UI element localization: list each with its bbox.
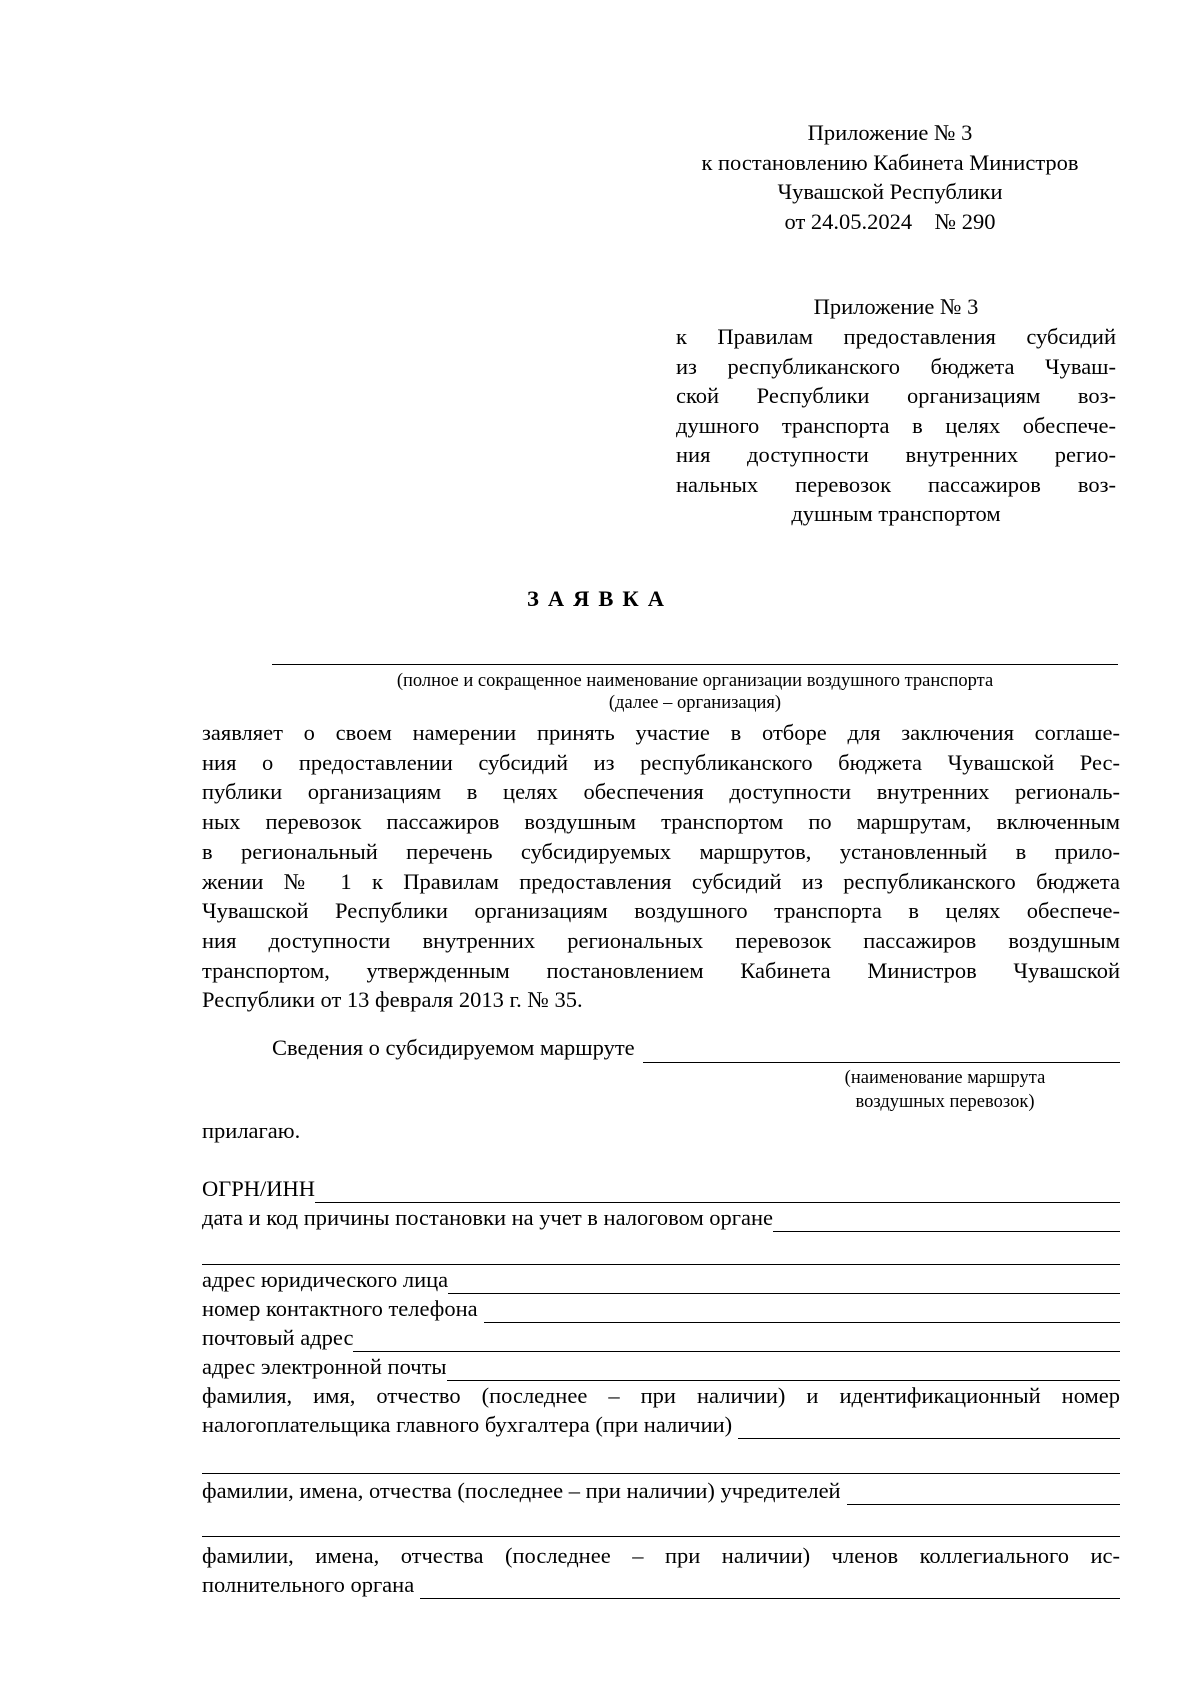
statement-line: Чувашской Республики организациям воздушного транспорта в целях обеспече- <box>202 898 1120 924</box>
organization-details-form <box>202 1174 1120 1599</box>
statement-line: публики организациям в целях обеспечения доступности внутренних региональ- <box>202 779 1120 805</box>
statement-line: заявляет о своем намерении принять участие в отборе для заключения соглаше- <box>202 720 1120 745</box>
statement-line: жении № 1 к Правилам предоставления субсидий из республиканского бюджета <box>202 868 1120 894</box>
founders-continuation-row <box>202 1505 1120 1537</box>
postal-address-label: почтовый адрес <box>202 1325 354 1350</box>
phone-blank[interactable] <box>484 1300 1120 1323</box>
document-title: ЗАЯВКА <box>527 586 673 611</box>
route-hint-line: воздушных перевозок) <box>855 1092 1035 1112</box>
chief-accountant-continuation-blank[interactable] <box>202 1451 1120 1474</box>
tax-registration-label: дата и код причины постановки на учет в налоговом органе <box>202 1205 774 1230</box>
route-name-hint <box>770 1066 1120 1114</box>
organization-name-blank[interactable] <box>272 664 1118 665</box>
ogrn-inn-row <box>202 1174 1120 1203</box>
statement-line: в региональный перечень субсидируемых маршрутов, установленный в прило- <box>202 838 1120 864</box>
postal-address-blank[interactable] <box>353 1329 1120 1352</box>
organization-hint-line: (далее – организация) <box>608 693 782 713</box>
organization-hint-line: (полное и сокращенное наименование организации воздушного транспорта <box>396 671 994 691</box>
chief-accountant-row <box>202 1381 1120 1410</box>
appendix-decree-line: Чувашской Республики <box>777 179 1003 204</box>
tax-registration-continuation-row <box>202 1232 1120 1265</box>
appendix-rules-line: душным транспортом <box>791 501 1001 526</box>
appendix-decree-line: к постановлению Кабинета Министров <box>701 149 1079 175</box>
board-members-label: фамилии, имена, отчества (последнее – при наличии) членов коллегиального ис- <box>202 1543 1120 1568</box>
statement-line: ных перевозок пассажиров воздушным транспортом по маршрутам, включенным <box>202 809 1120 835</box>
statement-line: Республики от 13 февраля 2013 г. № 35. <box>202 987 583 1013</box>
postal-address-row <box>202 1323 1120 1352</box>
attach-text: прилагаю. <box>202 1118 301 1143</box>
chief-accountant-row-2 <box>202 1410 1120 1439</box>
statement-line: транспортом, утвержденным постановлением Кабинета Министров Чувашской <box>202 957 1120 983</box>
appendix-rules-line: ния доступности внутренних регио- <box>676 442 1116 467</box>
email-row <box>202 1352 1120 1381</box>
tax-registration-continuation-blank[interactable] <box>202 1242 1120 1265</box>
appendix-rules-line: душного транспорта в целях обеспече- <box>676 412 1116 438</box>
email-blank[interactable] <box>447 1358 1120 1381</box>
founders-continuation-blank[interactable] <box>202 1514 1120 1537</box>
appendix-decree-line: Приложение № 3 <box>807 120 973 145</box>
legal-address-row <box>202 1265 1120 1294</box>
ogrn-inn-blank[interactable] <box>315 1180 1120 1203</box>
route-info-row <box>272 1033 1120 1063</box>
chief-accountant-label: фамилия, имя, отчество (последнее – при наличии) и идентификационный номер <box>202 1383 1120 1408</box>
board-members-row-2 <box>202 1570 1120 1599</box>
appendix-rules-header <box>676 322 1116 529</box>
board-members-label-2: полнительного органа <box>202 1572 415 1597</box>
board-members-row <box>202 1537 1120 1570</box>
founders-label: фамилии, имена, отчества (последнее – при наличии) учредителей <box>202 1478 841 1503</box>
route-info-label: Сведения о субсидируемом маршруте <box>272 1035 635 1060</box>
board-members-blank[interactable] <box>420 1576 1120 1599</box>
statement-line: ния доступности внутренних региональных перевозок пассажиров воздушным <box>202 927 1120 953</box>
ogrn-inn-label: ОГРН/ИНН <box>202 1176 316 1201</box>
chief-accountant-continuation-row <box>202 1439 1120 1474</box>
route-name-blank[interactable] <box>643 1040 1120 1063</box>
founders-row <box>202 1474 1120 1505</box>
email-label: адрес электронной почты <box>202 1354 447 1379</box>
founders-blank[interactable] <box>847 1482 1120 1505</box>
legal-address-label: адрес юридического лица <box>202 1267 449 1292</box>
legal-address-blank[interactable] <box>448 1271 1120 1294</box>
statement-line: ния о предоставлении субсидий из республиканского бюджета Чувашской Рес- <box>202 749 1120 775</box>
appendix-rules-line: ской Республики организациям воз- <box>676 383 1116 408</box>
appendix-decree-date-line: от 24.05.2024 № 290 <box>784 208 996 234</box>
organization-name-hint <box>272 670 1118 714</box>
tax-registration-blank[interactable] <box>773 1209 1120 1232</box>
chief-accountant-blank[interactable] <box>738 1416 1120 1439</box>
application-statement <box>202 718 1120 1015</box>
chief-accountant-label-2: налогоплательщика главного бухгалтера (при наличии) <box>202 1412 733 1437</box>
appendix-rules-line: к Правилам предоставления субсидий <box>676 324 1116 349</box>
appendix-rules-title: Приложение № 3 <box>813 294 979 319</box>
phone-row <box>202 1294 1120 1323</box>
appendix-decree-header <box>668 118 1112 236</box>
appendix-rules-line: из республиканского бюджета Чуваш- <box>676 353 1116 379</box>
tax-registration-row <box>202 1203 1120 1232</box>
phone-label: номер контактного телефона <box>202 1296 478 1321</box>
appendix-rules-line: нальных перевозок пассажиров воз- <box>676 471 1116 497</box>
route-hint-line: (наименование маршрута <box>844 1068 1046 1088</box>
